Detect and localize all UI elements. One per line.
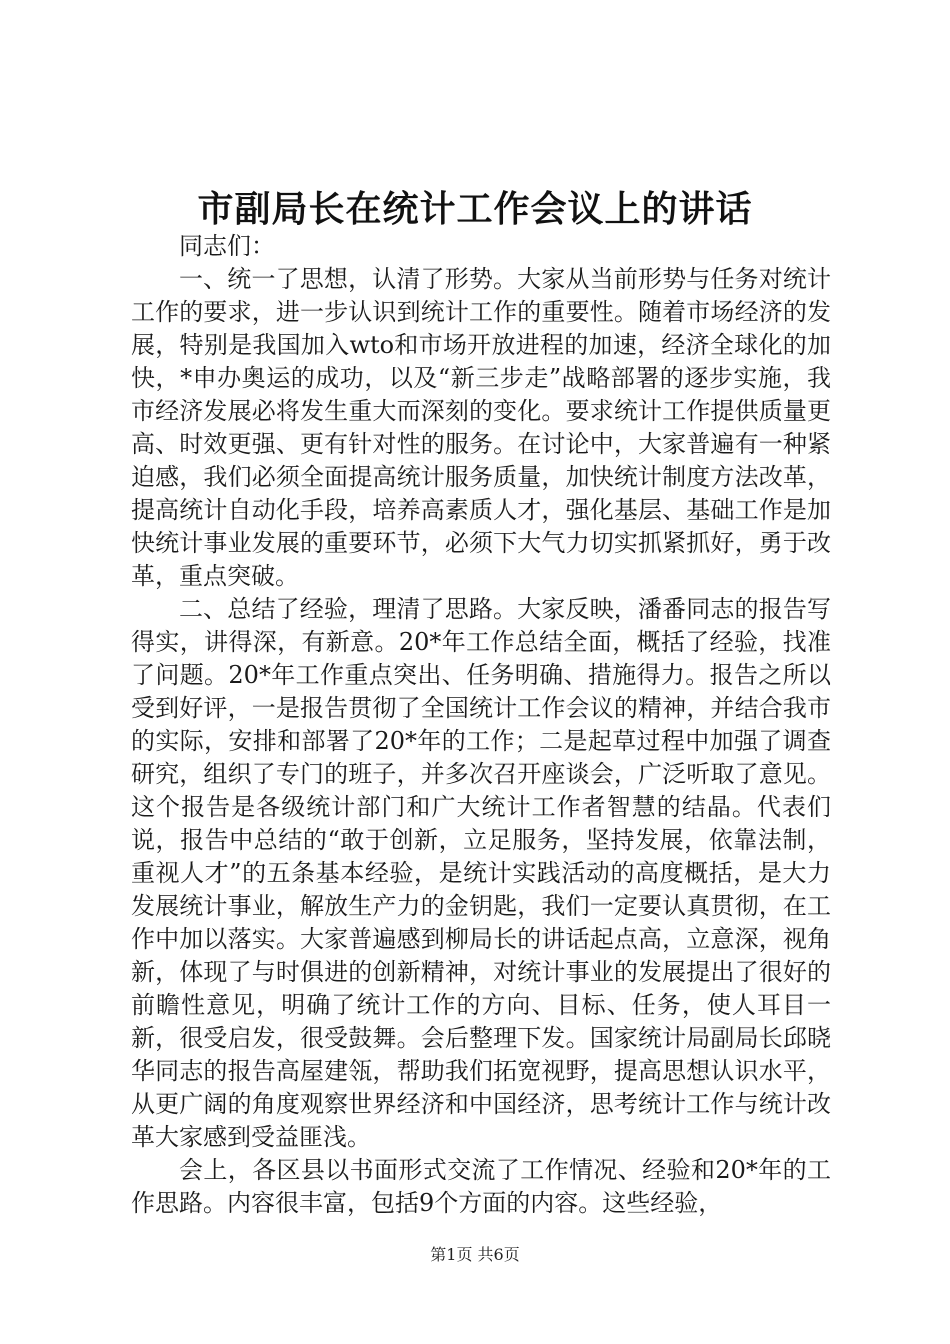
page-footer: 第1页 共6页 — [430, 1245, 520, 1264]
paragraph-greeting: 同志们： — [179, 232, 275, 260]
paragraph-section-one: 一、统一了思想，认清了形势。大家从当前形势与任务对统计工作的要求，进一步认识到统计工作的重要性。随着市场经济的发展，特别是我国加入wto和市场开放进程的加速，经济全球化的加快，*申办奥运的成功，以及“新三步走”战略部署的逐步实施，我市经济发展必将发生重大而深刻的变化。要求统计工作提供质量更高、时效更强、更有针对性的服务。在讨论中，大家普遍有一种紧迫感，我们必须全面提高统计服务质量，加快统计制度方法改革，提高统计自动化手段，培养高素质人才，强化基层、基础工作是加快统计事业发展的重要环节，必须下大气力切实抓紧抓好，勇于改革，重点突破。 — [131, 265, 831, 590]
document-body — [131, 230, 831, 1220]
paragraph-meeting-exchange: 会上，各区县以书面形式交流了工作情况、经验和20*年的工作思路。内容很丰富，包括9个方面的内容。这些经验， — [131, 1156, 831, 1217]
document-title: 市副局长在统计工作会议上的讲话 — [197, 188, 753, 230]
paragraph-section-two: 二、总结了经验，理清了思路。大家反映，潘番同志的报告写得实，讲得深，有新意。20*年工作总结全面，概括了经验，找准了问题。20*年工作重点突出、任务明确、措施得力。报告之所以受到好评，一是报告贯彻了全国统计工作会议的精神，并结合我市的实际，安排和部署了20*年的工作；二是起草过程中加强了调查研究，组织了专门的班子，并多次召开座谈会，广泛听取了意见。这个报告是各级统计部门和广大统计工作者智慧的结晶。代表们说，报告中总结的“敢于创新，立足服务，坚持发展，依靠法制，重视人才”的五条基本经验，是统计实践活动的高度概括，是大力发展统计事业，解放生产力的金钥匙，我们一定要认真贯彻，在工作中加以落实。大家普遍感到柳局长的讲话起点高，立意深，视角新，体现了与时俱进的创新精神，对统计事业的发展提出了很好的前瞻性意见，明确了统计工作的方向、目标、任务，使人耳目一新，很受启发，很受鼓舞。会后整理下发。国家统计局副局长邱晓华同志的报告高屋建瓴，帮助我们拓宽视野，提高思想认识水平，从更广阔的角度观察世界经济和中国经济，思考统计工作与统计改革大家感到受益匪浅。 — [131, 595, 831, 1151]
